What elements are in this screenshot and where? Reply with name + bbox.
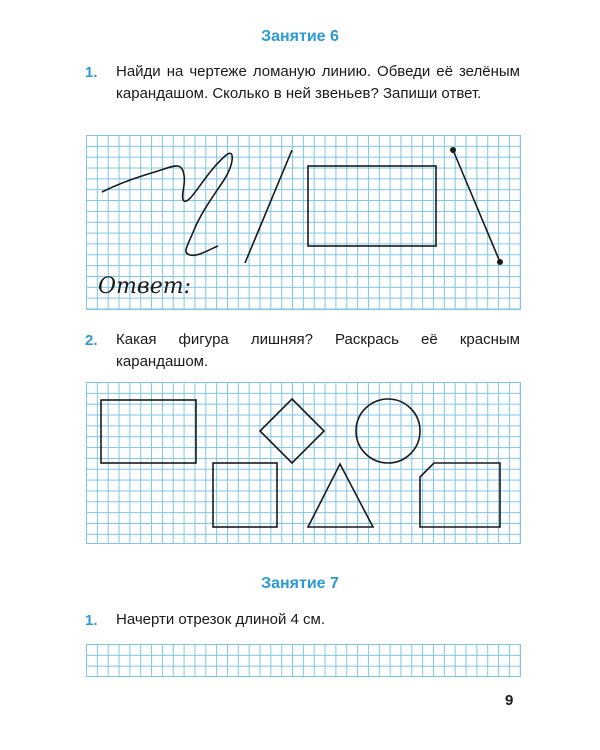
shape-circle	[356, 399, 420, 463]
lesson-6-title: Занятие 6	[261, 28, 339, 45]
rectangle-shape	[308, 166, 436, 246]
segment-line	[453, 150, 500, 262]
lesson-7-task-1-text: Начерти отрезок длиной 4 см.	[116, 611, 325, 628]
task-2-number: 2.	[85, 332, 98, 349]
lesson-7-title: Занятие 7	[261, 575, 339, 592]
task-1-drawing-grid[interactable]	[86, 135, 521, 310]
lesson-7-drawing-grid[interactable]	[86, 644, 521, 677]
task-2-shapes	[86, 382, 520, 543]
task-1-number: 1.	[85, 64, 98, 81]
task-1-text: Найди на чертеже ломаную линию. Обведи её зелёным карандашом. Сколько в ней звеньев? Запиши ответ.	[116, 63, 520, 102]
straight-line	[245, 150, 292, 263]
shape-square	[213, 463, 277, 527]
shape-rhombus	[260, 399, 324, 463]
task-2-text: Какая фигура лишняя? Раскрась её красным карандашом.	[116, 331, 520, 370]
task-2-shapes-grid[interactable]	[86, 382, 521, 544]
answer-label: Ответ:	[98, 274, 191, 299]
page-number: 9	[505, 692, 514, 709]
lesson-7-task-1-number: 1.	[85, 612, 98, 629]
task-1-drawing	[86, 135, 520, 309]
segment-end-point	[497, 259, 503, 265]
segment-start-point	[450, 147, 456, 153]
shape-rectangle	[101, 400, 196, 463]
shape-pentagon	[420, 463, 500, 527]
shape-triangle	[308, 464, 373, 527]
wavy-curve	[102, 153, 232, 255]
